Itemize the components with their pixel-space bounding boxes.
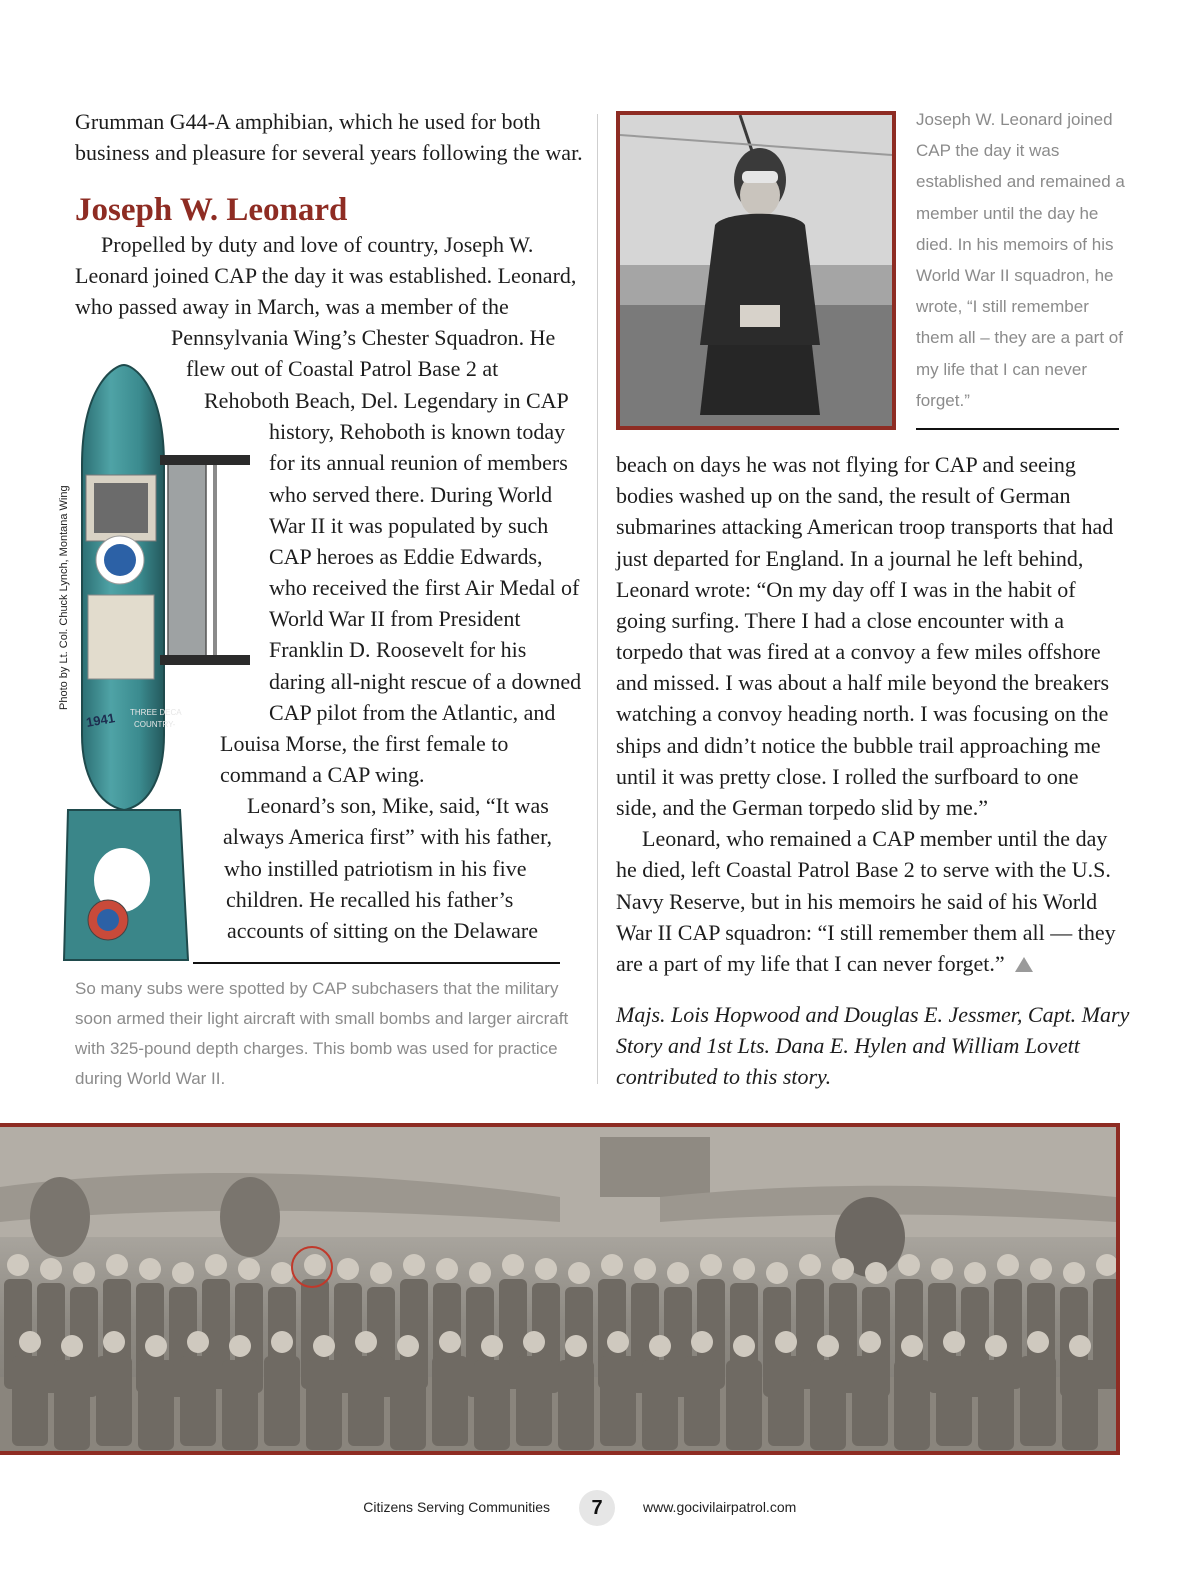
footer-website-link[interactable]: www.gocivilairpatrol.com <box>643 1499 797 1515</box>
footer-tagline: Citizens Serving Communities <box>363 1499 550 1515</box>
body-line: beach on days he was not flying for CAP and seeing <box>616 452 1076 477</box>
leonard-portrait-photo <box>616 111 896 430</box>
column-divider <box>597 114 598 1084</box>
page-number: 7 <box>579 1490 615 1526</box>
body-line: Franklin D. Roosevelt for his <box>269 637 527 662</box>
body-line: Pennsylvania Wing’s Chester Squadron. He <box>171 325 556 350</box>
body-line: World War II from President <box>269 606 521 631</box>
body-line: Leonard joined CAP the day it was established. Leonard, <box>75 263 577 288</box>
body-line: who received the first Air Medal of <box>269 575 580 600</box>
body-line: Leonard wrote: “On my day off I was in the habit of <box>616 577 1076 602</box>
body-line: who passed away in March, was a member of the <box>75 294 509 319</box>
end-of-story-icon <box>1015 957 1033 972</box>
body-line: just departed for England. In a journal he left behind, <box>616 546 1084 571</box>
body-line: for its annual reunion of members <box>269 450 568 475</box>
body-line: submarines attacking American troop transports that had <box>616 514 1114 539</box>
body-line <box>616 948 1033 979</box>
credit-line: Story and 1st Lts. Dana E. Hylen and William Lovett <box>616 1033 1080 1059</box>
body-line: Louisa Morse, the first female to <box>220 731 509 756</box>
page-footer <box>0 1490 1200 1530</box>
contributors-credit <box>616 999 1129 1093</box>
body-line: who served there. During World <box>269 482 553 507</box>
body-line: he died, left Coastal Patrol Base 2 to serve with the U.S. <box>616 857 1111 882</box>
credit-line: Majs. Lois Hopwood and Douglas E. Jessmer, Capt. Mary <box>616 1002 1130 1027</box>
body-line: accounts of sitting on the Delaware <box>227 918 538 943</box>
closing-sentence: are a part of my life that I can never forget.” <box>616 951 1005 976</box>
body-line: torpedo that was fired at a convoy a few miles offshore <box>616 639 1101 664</box>
squadron-group-photo <box>0 1123 1120 1455</box>
body-line: Rehoboth Beach, Del. Legendary in CAP <box>204 388 569 413</box>
body-line: Leonard’s son, Mike, said, “It was <box>247 793 549 818</box>
body-line: and missed. I was about a half mile beyond the breakers <box>616 670 1110 695</box>
photo-credit: Photo by Lt. Col. Chuck Lynch, Montana Wing <box>58 485 70 710</box>
bomb-caption: So many subs were spotted by CAP subchasers that the military soon armed their light aircraft with small bombs and larger aircraft with 325-pound depth charges. This bomb was used for practice during World War II. <box>75 979 569 1088</box>
body-line: command a CAP wing. <box>220 762 425 787</box>
body-line: Leonard, who remained a CAP member until the day <box>642 826 1108 851</box>
body-line: history, Rehoboth is known today <box>269 419 566 444</box>
portrait-caption: Joseph W. Leonard joined CAP the day it was established and remained a member until the day he died. In his memoirs of his World War II squadron, he wrote, “I still remember them all – they are a part of my life that I can never forget.” <box>916 110 1125 410</box>
caption-rule <box>916 428 1119 430</box>
body-line: side, and the German torpedo slid by me.” <box>616 795 989 820</box>
group-photo-scene <box>0 1127 1116 1451</box>
body-line: Navy Reserve, but in his memoirs he said of his World <box>616 889 1098 914</box>
body-line: going surfing. There I had a close encounter with a <box>616 608 1065 633</box>
credit-line: contributed to this story. <box>616 1064 832 1090</box>
body-line: War II CAP squadron: “I still remember them all — they <box>616 920 1116 945</box>
body-line: War II it was populated by such <box>269 513 549 538</box>
caption-rule <box>193 962 560 964</box>
practice-bomb-photo <box>60 355 260 965</box>
body-line: CAP pilot from the Atlantic, and <box>269 700 556 725</box>
body-line: who instilled patriotism in his five <box>224 856 527 881</box>
squadron-members <box>4 1254 1116 1450</box>
body-line: watching a convoy heading north. I was focusing on the <box>616 701 1109 726</box>
bomb-year-label: 1941 <box>84 710 117 730</box>
body-line: bodies washed up on the sand, the result of German <box>616 483 1071 508</box>
body-line: always America first” with his father, <box>223 824 553 849</box>
portrait-figure <box>620 115 892 426</box>
body-line: until it was pretty close. I rolled the surfboard to one <box>616 764 1079 789</box>
body-line: ships and didn’t notice the bubble trail approaching me <box>616 733 1101 758</box>
body-line: daring all-night rescue of a downed <box>269 669 582 694</box>
body-line: children. He recalled his father’s <box>226 887 514 912</box>
body-line: flew out of Coastal Patrol Base 2 at <box>186 356 499 381</box>
bomb-stencil-line: THREE DECA <box>130 708 182 717</box>
body-line: Propelled by duty and love of country, Joseph W. <box>101 232 534 257</box>
intro-line: business and pleasure for several years following the war. <box>75 140 583 166</box>
intro-line: Grumman G44-A amphibian, which he used for both <box>75 109 541 134</box>
intro-paragraph <box>75 106 583 168</box>
bomb-stencil-line: COUNTRY- <box>134 720 176 729</box>
body-line: CAP heroes as Eddie Edwards, <box>269 544 543 569</box>
section-heading: Joseph W. Leonard <box>75 192 348 228</box>
